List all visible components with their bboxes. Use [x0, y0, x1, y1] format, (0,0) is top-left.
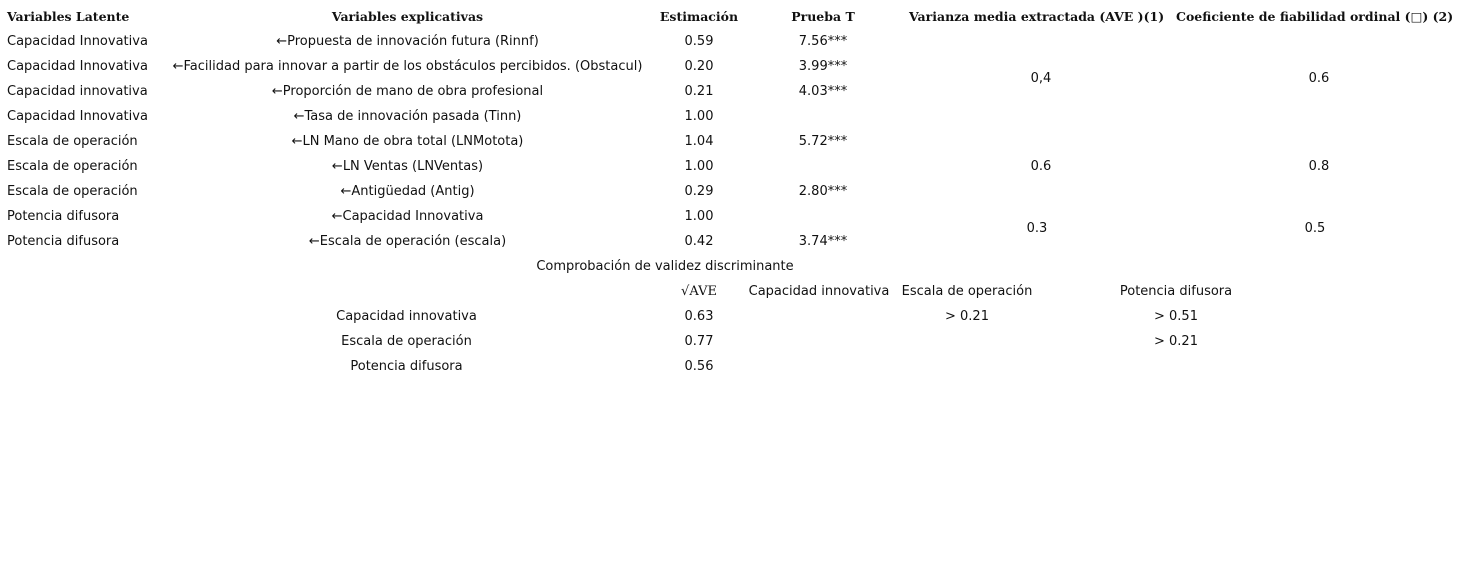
- discriminant-header-capacidad: Capacidad innovativa: [748, 284, 890, 299]
- discriminant-header-potencia: Potencia difusora: [1119, 284, 1233, 299]
- row-estimate: 0.20: [684, 59, 714, 74]
- row-latent: Capacidad innovativa: [7, 84, 148, 99]
- row-explanatory: ←Escala de operación (escala): [308, 234, 507, 249]
- row-estimate: 1.00: [684, 209, 714, 224]
- discriminant-row-name: Escala de operación: [341, 334, 472, 349]
- discriminant-row-col3: > 0.21: [1154, 334, 1198, 349]
- header-ave: Varianza media extractada (AVE )(1): [909, 9, 1165, 24]
- row-t-value: 2.80***: [798, 184, 848, 199]
- row-estimate: 0.29: [684, 184, 714, 199]
- group-ave: 0.3: [1026, 221, 1048, 236]
- row-latent: Capacidad Innovativa: [7, 109, 148, 124]
- header-t-test: Prueba T: [791, 9, 855, 24]
- row-estimate: 0.21: [684, 84, 714, 99]
- discriminant-row-name: Potencia difusora: [350, 359, 463, 374]
- row-t-value: 7.56***: [798, 34, 848, 49]
- header-ordinal: Coeficiente de fiabilidad ordinal (□) (2): [1176, 9, 1454, 24]
- group-ordinal: 0.6: [1308, 71, 1330, 86]
- row-explanatory: ←Capacidad Innovativa: [331, 209, 484, 224]
- discriminant-row-col2: > 0.21: [945, 309, 989, 324]
- row-estimate: 1.04: [684, 134, 714, 149]
- row-explanatory: ←Propuesta de innovación futura (Rinnf): [276, 34, 539, 49]
- row-estimate: 1.00: [684, 109, 714, 124]
- row-explanatory: ←LN Ventas (LNVentas): [331, 159, 484, 174]
- row-t-value: 5.72***: [798, 134, 848, 149]
- row-estimate: 0.59: [684, 34, 714, 49]
- row-explanatory: ←Tasa de innovación pasada (Tinn): [293, 109, 522, 124]
- row-latent: Escala de operación: [7, 159, 138, 174]
- discriminant-row-ave: 0.63: [684, 309, 714, 324]
- row-estimate: 0.42: [684, 234, 714, 249]
- discriminant-row-col3: > 0.51: [1154, 309, 1198, 324]
- row-explanatory: ←Facilidad para innovar a partir de los obstáculos percibidos. (Obstacul): [172, 59, 643, 74]
- discriminant-row-name: Capacidad innovativa: [336, 309, 477, 324]
- discriminant-row-ave: 0.77: [684, 334, 714, 349]
- header-explanatory: Variables explicativas: [331, 9, 484, 24]
- row-latent: Potencia difusora: [7, 234, 120, 249]
- row-estimate: 1.00: [684, 159, 714, 174]
- row-latent: Escala de operación: [7, 184, 138, 199]
- row-explanatory: ←Proporción de mano de obra profesional: [271, 84, 544, 99]
- discriminant-header-escala: Escala de operación: [901, 284, 1033, 299]
- group-ordinal: 0.8: [1308, 159, 1330, 174]
- row-t-value: 4.03***: [798, 84, 848, 99]
- group-ave: 0,4: [1030, 71, 1052, 86]
- row-t-value: 3.74***: [798, 234, 848, 249]
- header-estimate: Estimación: [659, 9, 739, 24]
- group-ave: 0.6: [1030, 159, 1052, 174]
- discriminant-row-ave: 0.56: [684, 359, 714, 374]
- header-latent: Variables Latente: [7, 9, 130, 24]
- row-explanatory: ←Antigüedad (Antig): [340, 184, 475, 199]
- discriminant-header-ave: √AVE: [681, 284, 717, 299]
- group-ordinal: 0.5: [1304, 221, 1326, 236]
- row-explanatory: ←LN Mano de obra total (LNMotota): [291, 134, 524, 149]
- row-t-value: 3.99***: [798, 59, 848, 74]
- row-latent: Escala de operación: [7, 134, 138, 149]
- row-latent: Potencia difusora: [7, 209, 120, 224]
- row-latent: Capacidad Innovativa: [7, 59, 148, 74]
- row-latent: Capacidad Innovativa: [7, 34, 148, 49]
- discriminant-title: Comprobación de validez discriminante: [536, 259, 794, 274]
